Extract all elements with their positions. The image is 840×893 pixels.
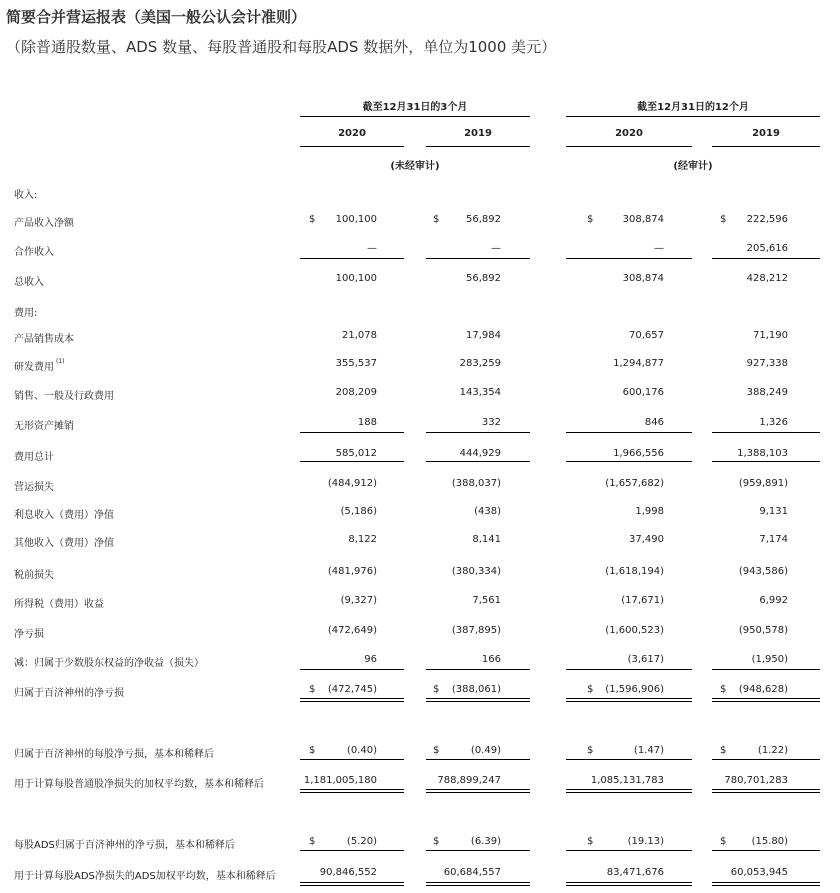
currency-symbol: $ [433, 836, 440, 847]
cell-value: (388,061) [451, 684, 501, 695]
row-label [14, 595, 104, 610]
total-underline [566, 792, 692, 793]
total-underline [300, 461, 404, 462]
year-q-2020-underline [300, 146, 404, 147]
cell-value: (481,976) [327, 566, 377, 577]
cell-value: (948,628) [738, 684, 788, 695]
period-12m-header: 截至12月31日的12个月 [637, 102, 749, 113]
row-label-text: 用于计算每股ADS净损失的ADS加权平均数，基本和稀释后 [14, 871, 276, 882]
cell-value: 7,174 [759, 534, 788, 545]
row-label-text: 收入: [14, 190, 38, 201]
row-label [14, 387, 114, 402]
currency-symbol: $ [587, 684, 594, 695]
cell-value: (5,186) [340, 506, 377, 517]
row-label [14, 358, 65, 373]
cell-value: 388,249 [746, 387, 788, 398]
row-label-text: 产品销售成本 [14, 334, 74, 345]
row-label [14, 745, 214, 760]
currency-symbol: $ [720, 836, 727, 847]
cell-value: 1,326 [759, 417, 788, 428]
period-3m-underline [300, 116, 530, 117]
total-underline [426, 885, 530, 886]
row-label-text: 费用: [14, 308, 38, 319]
total-underline [426, 850, 530, 851]
cell-value: 1,388,103 [737, 448, 788, 459]
row-label-text: 归属于百济神州的每股净亏损，基本和稀释后 [14, 749, 214, 760]
row-label [14, 654, 204, 669]
cell-value: 8,141 [472, 534, 501, 545]
cell-value: 308,874 [622, 214, 664, 225]
cell-value: 927,338 [746, 358, 788, 369]
row-label-text: 销售、一般及行政费用 [14, 391, 114, 402]
cell-value: (1,657,682) [605, 478, 664, 489]
cell-value: 585,012 [335, 448, 377, 459]
cell-value: 60,053,945 [730, 867, 788, 878]
total-underline [426, 701, 530, 702]
year-header-q-2019: 2019 [464, 128, 492, 139]
total-underline [712, 669, 820, 670]
total-underline [712, 258, 820, 259]
total-underline [712, 789, 820, 790]
row-label-text: 营运损失 [14, 482, 54, 493]
total-underline [566, 759, 692, 760]
total-underline [712, 885, 820, 886]
cell-value: 1,085,131,783 [590, 775, 664, 786]
cell-value: 56,892 [466, 273, 501, 284]
total-underline [566, 789, 692, 790]
total-underline [566, 882, 692, 883]
row-label-text: 产品收入净额 [14, 218, 74, 229]
total-underline [566, 669, 692, 670]
total-underline [426, 432, 530, 433]
total-underline [426, 792, 530, 793]
cell-value: 9,131 [759, 506, 788, 517]
row-label [14, 304, 37, 319]
page-subtitle: （除普通股数量、ADS 数量、每股普通股和每股ADS 数据外，单位为1000 美元） [6, 38, 557, 56]
total-underline [300, 885, 404, 886]
cell-value: 205,616 [746, 243, 788, 254]
cell-value: 188 [357, 417, 377, 428]
total-underline [566, 698, 692, 699]
currency-symbol: $ [309, 745, 316, 756]
cell-value: (387,895) [451, 625, 501, 636]
currency-symbol: $ [309, 214, 316, 225]
row-label [14, 330, 74, 345]
row-label [14, 214, 74, 229]
cell-value: (5.20) [346, 836, 377, 847]
currency-symbol: $ [433, 214, 440, 225]
cell-value: 444,929 [459, 448, 501, 459]
period-12m-underline [566, 116, 820, 117]
cell-value: — [491, 243, 501, 254]
currency-symbol: $ [309, 836, 316, 847]
total-underline [712, 461, 820, 462]
total-underline [300, 882, 404, 883]
year-q-2019-underline [426, 146, 530, 147]
cell-value: 90,846,552 [319, 867, 377, 878]
cell-value: 100,100 [335, 273, 377, 284]
unaudited-label: (未经审计) [390, 161, 440, 172]
row-label-text: 其他收入（费用）净值 [14, 538, 114, 549]
cell-value: (1,618,194) [605, 566, 664, 577]
cell-value: (15.80) [751, 836, 788, 847]
row-label-text: 利息收入（费用）净值 [14, 510, 114, 521]
row-label [14, 534, 114, 549]
currency-symbol: $ [309, 684, 316, 695]
cell-value: 60,684,557 [443, 867, 501, 878]
row-label-text: 每股ADS归属于百济神州的净亏损，基本和稀释后 [14, 840, 235, 851]
row-label [14, 273, 44, 288]
year-y-2020-underline [566, 146, 692, 147]
cell-value: 83,471,676 [606, 867, 664, 878]
total-underline [426, 698, 530, 699]
total-underline [300, 759, 404, 760]
row-label-text: 总收入 [14, 277, 44, 288]
cell-value: (388,037) [451, 478, 501, 489]
cell-value: 222,596 [746, 214, 788, 225]
row-label [14, 867, 276, 882]
cell-value: 37,490 [629, 534, 664, 545]
row-label-text: 费用总计 [14, 452, 54, 463]
row-label [14, 836, 235, 851]
cell-value: 1,966,556 [613, 448, 664, 459]
cell-value: (17,671) [621, 595, 664, 606]
cell-value: 1,181,005,180 [303, 775, 377, 786]
cell-value: (0.40) [346, 745, 377, 756]
row-label [14, 775, 264, 790]
cell-value: (3,617) [627, 654, 664, 665]
cell-value: 56,892 [466, 214, 501, 225]
cell-value: 1,294,877 [613, 358, 664, 369]
row-label [14, 625, 44, 640]
row-label-text: 归属于百济神州的净亏损 [14, 688, 124, 699]
row-label-text: 无形资产摊销 [14, 421, 74, 432]
total-underline [426, 461, 530, 462]
cell-value: (950,578) [738, 625, 788, 636]
total-underline [566, 432, 692, 433]
audited-label: (经审计) [673, 161, 713, 172]
cell-value: (1.47) [633, 745, 664, 756]
cell-value: — [367, 243, 377, 254]
total-underline [712, 850, 820, 851]
cell-value: 780,701,283 [724, 775, 788, 786]
total-underline [566, 461, 692, 462]
total-underline [712, 792, 820, 793]
cell-value: — [654, 243, 664, 254]
year-header-y-2020: 2020 [615, 128, 643, 139]
row-label [14, 566, 54, 581]
cell-value: 600,176 [622, 387, 664, 398]
cell-value: 846 [644, 417, 664, 428]
cell-value: (484,912) [327, 478, 377, 489]
currency-symbol: $ [587, 214, 594, 225]
cell-value: (19.13) [627, 836, 664, 847]
cell-value: 428,212 [746, 273, 788, 284]
row-label [14, 478, 54, 493]
total-underline [426, 882, 530, 883]
row-label [14, 186, 37, 201]
year-y-2019-underline [712, 146, 820, 147]
year-header-q-2020: 2020 [338, 128, 366, 139]
total-underline [712, 882, 820, 883]
total-underline [300, 432, 404, 433]
cell-value: (472,745) [327, 684, 377, 695]
page-title: 简要合并营运报表（美国一般公认会计准则） [6, 8, 307, 26]
total-underline [426, 789, 530, 790]
total-underline [426, 669, 530, 670]
currency-symbol: $ [720, 684, 727, 695]
footnote-marker: (1) [56, 358, 65, 365]
total-underline [300, 669, 404, 670]
cell-value: 1,998 [635, 506, 664, 517]
currency-symbol: $ [720, 745, 727, 756]
cell-value: 143,354 [459, 387, 501, 398]
row-label [14, 243, 54, 258]
cell-value: 283,259 [459, 358, 501, 369]
currency-symbol: $ [720, 214, 727, 225]
total-underline [566, 701, 692, 702]
cell-value: (1,596,906) [605, 684, 664, 695]
currency-symbol: $ [433, 745, 440, 756]
cell-value: 355,537 [335, 358, 377, 369]
year-header-y-2019: 2019 [752, 128, 780, 139]
cell-value: 21,078 [342, 330, 377, 341]
cell-value: 6,992 [759, 595, 788, 606]
period-3m-header: 截至12月31日的3个月 [362, 102, 468, 113]
total-underline [300, 698, 404, 699]
cell-value: 332 [481, 417, 501, 428]
row-label [14, 417, 74, 432]
cell-value: 17,984 [466, 330, 501, 341]
total-underline [712, 432, 820, 433]
cell-value: (9,327) [340, 595, 377, 606]
cell-value: (959,891) [738, 478, 788, 489]
cell-value: (380,334) [451, 566, 501, 577]
cell-value: (1.22) [757, 745, 788, 756]
row-label [14, 448, 54, 463]
total-underline [300, 701, 404, 702]
cell-value: 8,122 [348, 534, 377, 545]
cell-value: 308,874 [622, 273, 664, 284]
total-underline [712, 698, 820, 699]
total-underline [426, 258, 530, 259]
row-label [14, 684, 124, 699]
cell-value: 7,561 [472, 595, 501, 606]
total-underline [566, 258, 692, 259]
cell-value: (438) [474, 506, 501, 517]
currency-symbol: $ [587, 836, 594, 847]
row-label-text: 净亏损 [14, 629, 44, 640]
cell-value: (1,950) [751, 654, 788, 665]
total-underline [566, 850, 692, 851]
cell-value: 96 [364, 654, 377, 665]
cell-value: 788,899,247 [437, 775, 501, 786]
total-underline [712, 701, 820, 702]
row-label-text: 减：归属于少数股东权益的净收益（损失） [14, 658, 204, 669]
row-label-text: 税前损失 [14, 570, 54, 581]
cell-value: (1,600,523) [605, 625, 664, 636]
total-underline [300, 789, 404, 790]
row-label-text: 研发费用 [14, 362, 54, 373]
total-underline [300, 792, 404, 793]
cell-value: 100,100 [335, 214, 377, 225]
cell-value: 166 [481, 654, 501, 665]
total-underline [300, 258, 404, 259]
total-underline [300, 850, 404, 851]
total-underline [426, 759, 530, 760]
cell-value: 71,190 [753, 330, 788, 341]
row-label-text: 合作收入 [14, 247, 54, 258]
currency-symbol: $ [433, 684, 440, 695]
total-underline [712, 759, 820, 760]
row-label-text: 所得税（费用）收益 [14, 599, 104, 610]
row-label [14, 506, 114, 521]
cell-value: 70,657 [629, 330, 664, 341]
cell-value: 208,209 [335, 387, 377, 398]
currency-symbol: $ [587, 745, 594, 756]
total-underline [566, 885, 692, 886]
cell-value: (0.49) [470, 745, 501, 756]
cell-value: (943,586) [738, 566, 788, 577]
cell-value: (6.39) [470, 836, 501, 847]
cell-value: (472,649) [327, 625, 377, 636]
row-label-text: 用于计算每股普通股净损失的加权平均数，基本和稀释后 [14, 779, 264, 790]
